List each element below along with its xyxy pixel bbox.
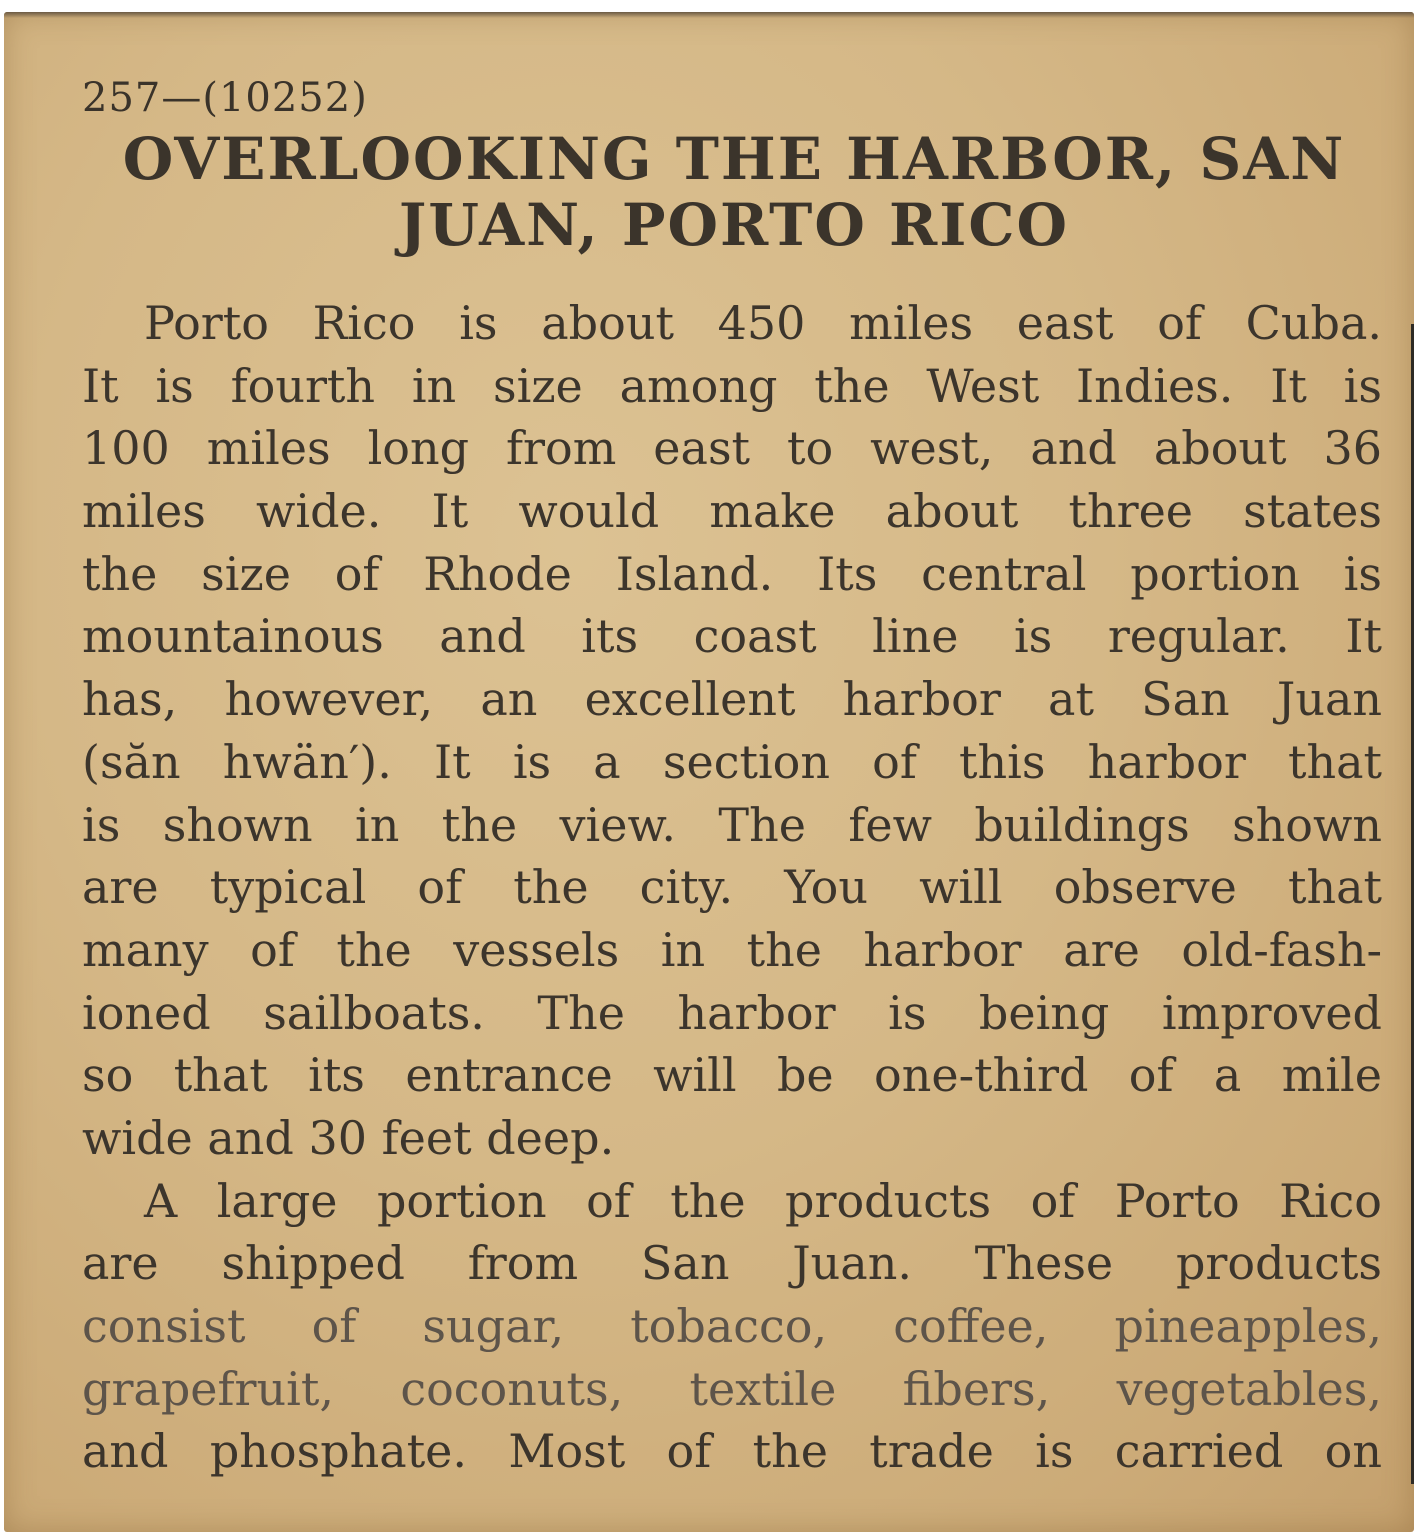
text-line: (săn hwän′). It is a section of this harbor that <box>82 734 1382 789</box>
text-line: many of the vessels in the harbor are old-fash- <box>82 922 1382 977</box>
text-line: consist of sugar, tobacco, coffee, pineapples, <box>82 1299 1382 1353</box>
text-line: so that its entrance will be one-third of a mile <box>82 1048 1382 1103</box>
text-line: mountainous and its coast line is regular. It <box>82 609 1382 664</box>
text-line: has, however, an excellent harbor at San Juan <box>82 672 1382 727</box>
text-line: miles wide. It would make about three states <box>82 484 1382 539</box>
text-line: It is fourth in size among the West Indies. It is <box>82 358 1382 413</box>
text-line: A large portion of the products of Porto Rico <box>144 1173 1382 1228</box>
title-line: JUAN, PORTO RICO <box>398 191 1070 259</box>
text-line: are shipped from San Juan. These products <box>82 1236 1382 1291</box>
text-line: is shown in the view. The few buildings shown <box>82 797 1382 852</box>
card-edge-line <box>1411 324 1414 1484</box>
catalog-number: 257—(10252) <box>82 75 368 121</box>
text-line: wide and 30 feet deep. <box>82 1110 615 1165</box>
stereoview-card-back <box>4 12 1414 1532</box>
text-line: Porto Rico is about 450 miles east of Cuba. <box>144 296 1382 350</box>
text-line: are typical of the city. You will observe that <box>82 860 1382 915</box>
title-line: OVERLOOKING THE HARBOR, SAN <box>122 125 1346 193</box>
card-title <box>64 126 1404 258</box>
text-line: and phosphate. Most of the trade is carried on <box>82 1424 1382 1479</box>
text-line: grapefruit, coconuts, textile fibers, vegetables, <box>82 1361 1382 1416</box>
text-line: the size of Rhode Island. Its central portion is <box>82 546 1382 601</box>
text-line: 100 miles long from east to west, and about 36 <box>82 421 1382 476</box>
text-line: ioned sailboats. The harbor is being improved <box>82 985 1382 1040</box>
description-text <box>82 292 1382 1483</box>
